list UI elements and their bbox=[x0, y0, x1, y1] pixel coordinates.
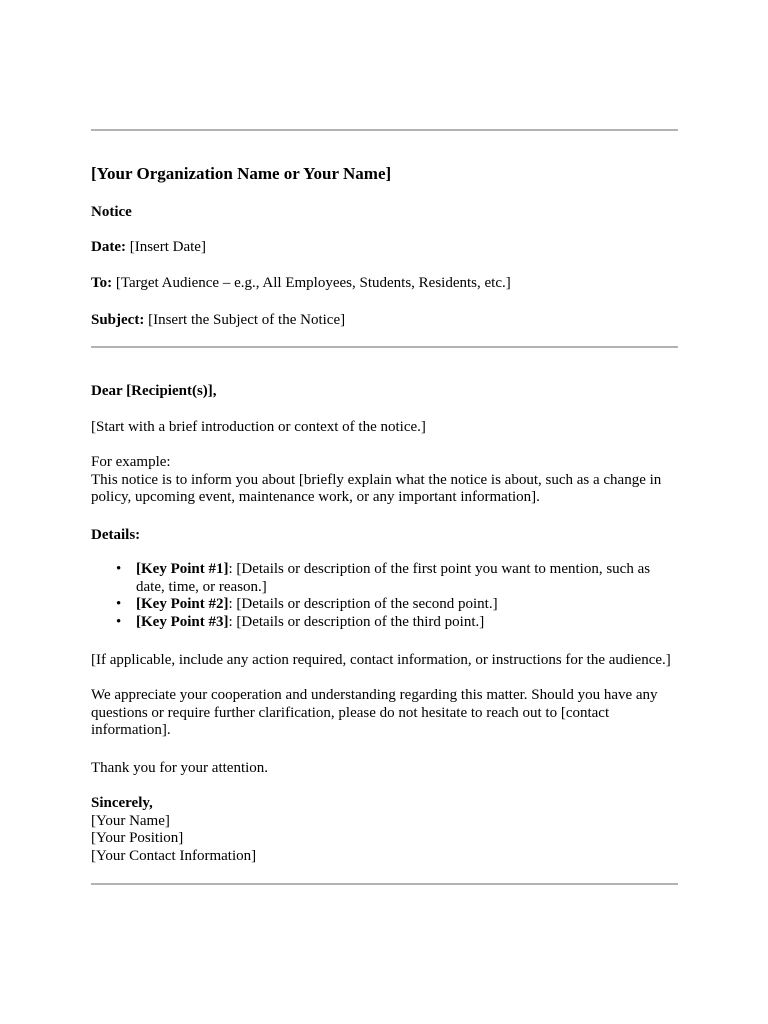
bottom-divider bbox=[91, 883, 678, 885]
key-point-label: [Key Point #3] bbox=[136, 613, 229, 630]
closing: Sincerely, bbox=[91, 795, 153, 811]
example-text: This notice is to inform you about [briefly explain what the notice is about, such as a change in policy, upcoming event, maintenance work, or any important information]. bbox=[91, 471, 662, 505]
example-paragraph bbox=[91, 454, 678, 507]
bullet-icon: • bbox=[116, 561, 122, 577]
salutation: Dear [Recipient(s)], bbox=[91, 383, 217, 399]
thanks-line: Thank you for your attention. bbox=[91, 760, 269, 776]
key-point-text: : [Details or description of the second point.] bbox=[228, 596, 498, 612]
subject-value: [Insert the Subject of the Notice] bbox=[144, 312, 346, 328]
subject-line bbox=[91, 311, 345, 329]
date-value: [Insert Date] bbox=[125, 239, 206, 255]
bullet-icon: • bbox=[116, 613, 122, 630]
key-point-text: : [Details or description of the first point you want to mention, such as date, time, or reason.] bbox=[136, 561, 651, 595]
bullet-icon: • bbox=[116, 596, 122, 612]
signer-name: [Your Name] bbox=[91, 812, 170, 829]
organization-name: [Your Organization Name or Your Name] bbox=[91, 164, 392, 183]
details-heading: Details: bbox=[91, 527, 141, 543]
date-line bbox=[91, 238, 206, 256]
signature-block bbox=[91, 795, 678, 865]
header-divider bbox=[91, 346, 678, 348]
key-point-label: [Key Point #1] bbox=[136, 561, 229, 577]
date-label: Date: bbox=[91, 239, 126, 255]
signer-contact: [Your Contact Information] bbox=[91, 847, 257, 864]
key-point-text: : [Details or description of the third point.] bbox=[228, 613, 485, 630]
key-point-label: [Key Point #2] bbox=[136, 596, 229, 612]
top-divider bbox=[91, 129, 678, 131]
list-item bbox=[116, 613, 678, 632]
to-line bbox=[91, 274, 511, 292]
key-points-list bbox=[91, 561, 678, 631]
intro-paragraph: [Start with a brief introduction or context of the notice.] bbox=[91, 419, 426, 435]
to-label: To: bbox=[91, 275, 113, 291]
to-value: [Target Audience – e.g., All Employees, Students, Residents, etc.] bbox=[112, 275, 511, 291]
example-label: For example: bbox=[91, 454, 171, 470]
subject-label: Subject: bbox=[91, 312, 145, 328]
list-item bbox=[116, 596, 678, 614]
signer-position: [Your Position] bbox=[91, 830, 184, 846]
document-type: Notice bbox=[91, 204, 132, 220]
list-item bbox=[116, 561, 678, 596]
appreciation-paragraph: We appreciate your cooperation and understanding regarding this matter. Should you have any questions or require further clarification, please do not hesitate to reach out to [contact information]. bbox=[91, 687, 658, 738]
action-note: [If applicable, include any action required, contact information, or instructions for the audience.] bbox=[91, 652, 671, 668]
